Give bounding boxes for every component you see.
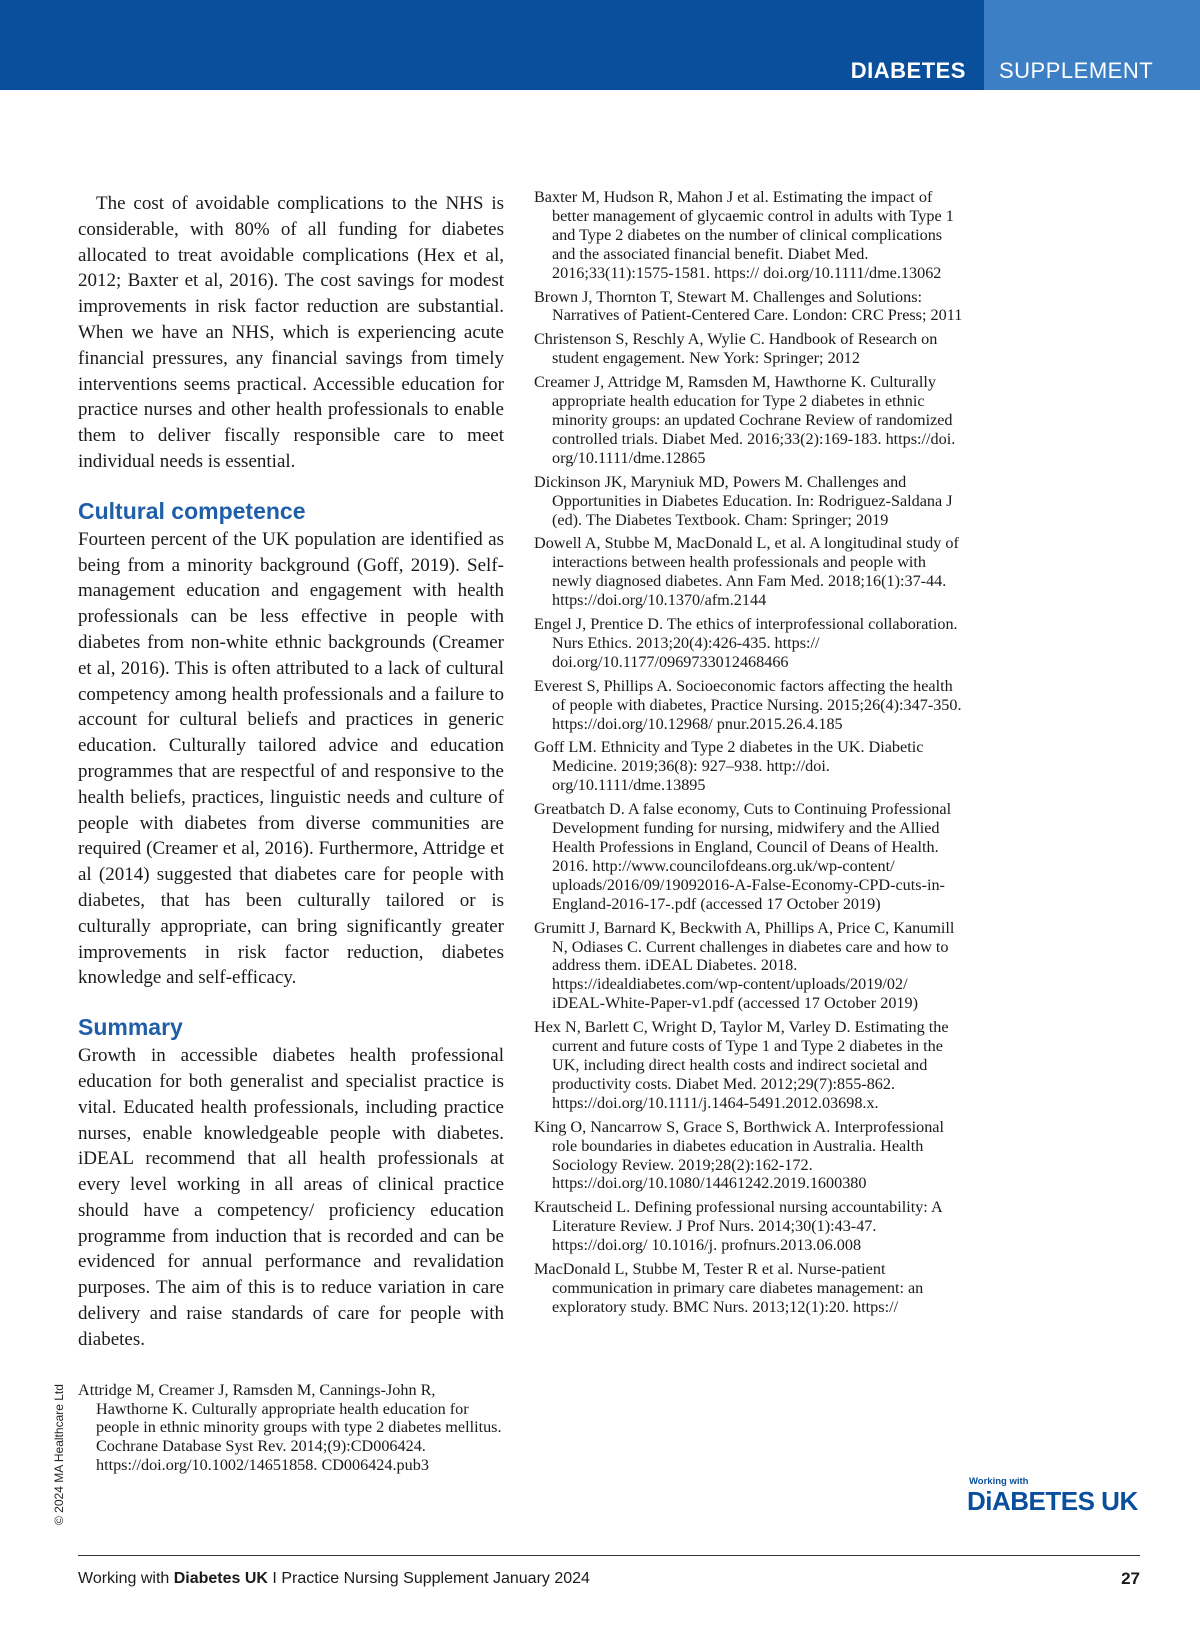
reference-item: Christenson S, Reschly A, Wylie C. Handbook of Research on student engagement. New York: Springer; 2012 <box>534 330 938 368</box>
section-heading-summary: Summary <box>78 1014 183 1041</box>
section-body-summary: Growth in accessible diabetes health professional education for both generalist and specialist practice is vital. Educated health professionals, including practice nurses, enable knowledgeable people with diabetes. iDEAL recommend that all health professionals at every level working in all areas of clinical practice should have a competency/ proficiency education programme from induction that is recorded and can be evidenced for annual performance and revalidation purposes. The aim of this is to reduce variation in care delivery and raise standards of care for people with diabetes. <box>78 1045 504 1350</box>
reference-item: Krautscheid L. Defining professional nursing accountability: A Literature Review. J Prof Nurs. 2014;30(1):43-47. https://doi.org/ 10.1016/j. profnurs.2013.06.008 <box>534 1198 942 1255</box>
header-title: DIABETES <box>850 58 966 83</box>
section-heading-cultural-competence: Cultural competence <box>78 497 306 524</box>
logo-tagline: Working with <box>969 1476 1029 1487</box>
reference-item: Baxter M, Hudson R, Mahon J et al. Estimating the impact of better management of glycaemic control in adults with Type 1 and Type 2 diabetes on the number of clinical complications and the associated financial benefit. Diabet Med. 2016;33(11):1575-1581. https:// doi.org/10.1111/dme.13062 <box>534 188 954 282</box>
diabetes-uk-logo: DiABETES UK <box>967 1486 1138 1516</box>
reference-item: MacDonald L, Stubbe M, Tester R et al. Nurse-patient communication in primary care diabetes management: an exploratory study. BMC Nurs. 2013;12(1):20. https:// <box>534 1260 924 1316</box>
reference-item: Dowell A, Stubbe M, MacDonald L, et al. A longitudinal study of interactions between health professionals and people with newly diagnosed diabetes. Ann Fam Med. 2018;16(1):37-44. https://doi.org/10.1370/afm.2144 <box>534 534 959 610</box>
reference-item: King O, Nancarrow S, Grace S, Borthwick A. Interprofessional role boundaries in diabetes education in Australia. Health Sociology Review. 2019;28(2):162-172. https://doi.org/10.1080/14461242.2019.1600380 <box>534 1117 944 1193</box>
reference-item: Hex N, Barlett C, Wright D, Taylor M, Varley D. Estimating the current and future costs of Type 1 and Type 2 diabetes in the UK, including direct health costs and indirect societal and productivity costs. Diabet Med. 2012;29(7):855-862. https://doi.org/10.1111/j.1464-5491.2012.03698.x. <box>534 1018 949 1112</box>
reference-item: Dickinson JK, Maryniuk MD, Powers M. Challenges and Opportunities in Diabetes Education. In: Rodriguez-Saldana J (ed). The Diabetes Textbook. Cham: Springer; 2019 <box>534 472 953 529</box>
footer-suffix: I Practice Nursing Supplement January 2024 <box>267 1570 590 1587</box>
section-body-cultural-competence: Fourteen percent of the UK population are identified as being from a minority background (Goff, 2019). Self-management education and engagement with health professionals can be less effective in people with diabetes from non-white ethnic backgrounds (Creamer et al, 2016). This is often attributed to a lack of cultural competency among health professionals and a failure to account for cultural beliefs and practices in generic education. Culturally tailored advice and education programmes that are respectful of and responsive to the health beliefs, practices, linguistic needs and culture of people with diabetes from diverse communities are required (Creamer et al, 2016). Furthermore, Attridge et al (2014) suggested that diabetes care for people with diabetes, that has been culturally tailored or is culturally appropriate, can bring significantly greater improvements in risk factor reduction, diabetes knowledge and self-efficacy. <box>78 528 504 989</box>
header-subtitle: SUPPLEMENT <box>999 58 1154 83</box>
reference-list-right <box>534 188 964 1322</box>
header-band <box>0 0 984 90</box>
reference-item: Goff LM. Ethnicity and Type 2 diabetes in the UK. Diabetic Medicine. 2019;36(8): 927–938. http://doi. org/10.1111/dme.13895 <box>534 738 924 795</box>
reference-item: Everest S, Phillips A. Socioeconomic factors affecting the health of people with diabetes, Practice Nursing. 2015;26(4):347-350. https://doi.org/10.12968/ pnur.2015.26.4.185 <box>534 676 962 733</box>
reference-item: Grumitt J, Barnard K, Beckwith A, Phillips A, Price C, Kanumill N, Odiases C. Current challenges in diabetes care and how to address them. iDEAL Diabetes. 2018. https://idealdiabetes.com/wp-content/uploads/2019/02/ iDEAL-White-Paper-v1.pdf (accessed 17 October 2019) <box>534 918 955 1013</box>
footer-divider <box>78 1555 1140 1556</box>
reference-item: Attridge M, Creamer J, Ramsden M, Cannings-John R, Hawthorne K. Culturally appropriate health education for people in ethnic minority groups with type 2 diabetes mellitus. Cochrane Database Syst Rev. 2014;(9):CD006424. https://doi.org/10.1002/14651858. CD006424.pub3 <box>78 1380 502 1475</box>
reference-item: Creamer J, Attridge M, Ramsden M, Hawthorne K. Culturally appropriate health education for Type 2 diabetes in ethnic minority groups: an updated Cochrane Review of randomized controlled trials. Diabet Med. 2016;33(2):169-183. https://doi. org/10.1111/dme.12865 <box>534 373 956 467</box>
page-number: 27 <box>1121 1569 1140 1588</box>
reference-list-left <box>78 1381 504 1476</box>
footer-prefix: Working with <box>78 1570 174 1587</box>
reference-item: Brown J, Thornton T, Stewart M. Challenges and Solutions: Narratives of Patient-Centered Care. London: CRC Press; 2011 <box>534 287 963 325</box>
copyright-notice: © 2024 MA Healthcare Ltd <box>52 1384 66 1525</box>
reference-item: Engel J, Prentice D. The ethics of interprofessional collaboration. Nurs Ethics. 2013;20(4):426-435. https:// doi.org/10.1177/0969733012468466 <box>534 615 958 671</box>
intro-paragraph: The cost of avoidable complications to the NHS is considerable, with 80% of all funding for diabetes allocated to treat avoidable complications (Hex et al, 2012; Baxter et al, 2016). The cost savings for modest improvements in risk factor reduction are substantial. When we have an NHS, which is experiencing acute financial pressures, any financial savings from timely interventions seems practical. Accessible education for practice nurses and other health professionals to enable them to deliver fiscally responsible care to meet individual needs is essential. <box>78 193 504 472</box>
left-column <box>78 191 504 1480</box>
footer-credit <box>78 1570 590 1588</box>
reference-item: Greatbatch D. A false economy, Cuts to Continuing Professional Development funding for nursing, midwifery and the Allied Health Professions in England, Council of Deans of Health. 2016. http://www.councilofdeans.org.uk/wp-content/ uploads/2016/09/19092016-A-False-Economy-CPD-cuts-in-England-2016-17-.pdf (accessed 17 October 2019) <box>534 800 952 913</box>
footer-brand: Diabetes UK <box>173 1570 268 1587</box>
